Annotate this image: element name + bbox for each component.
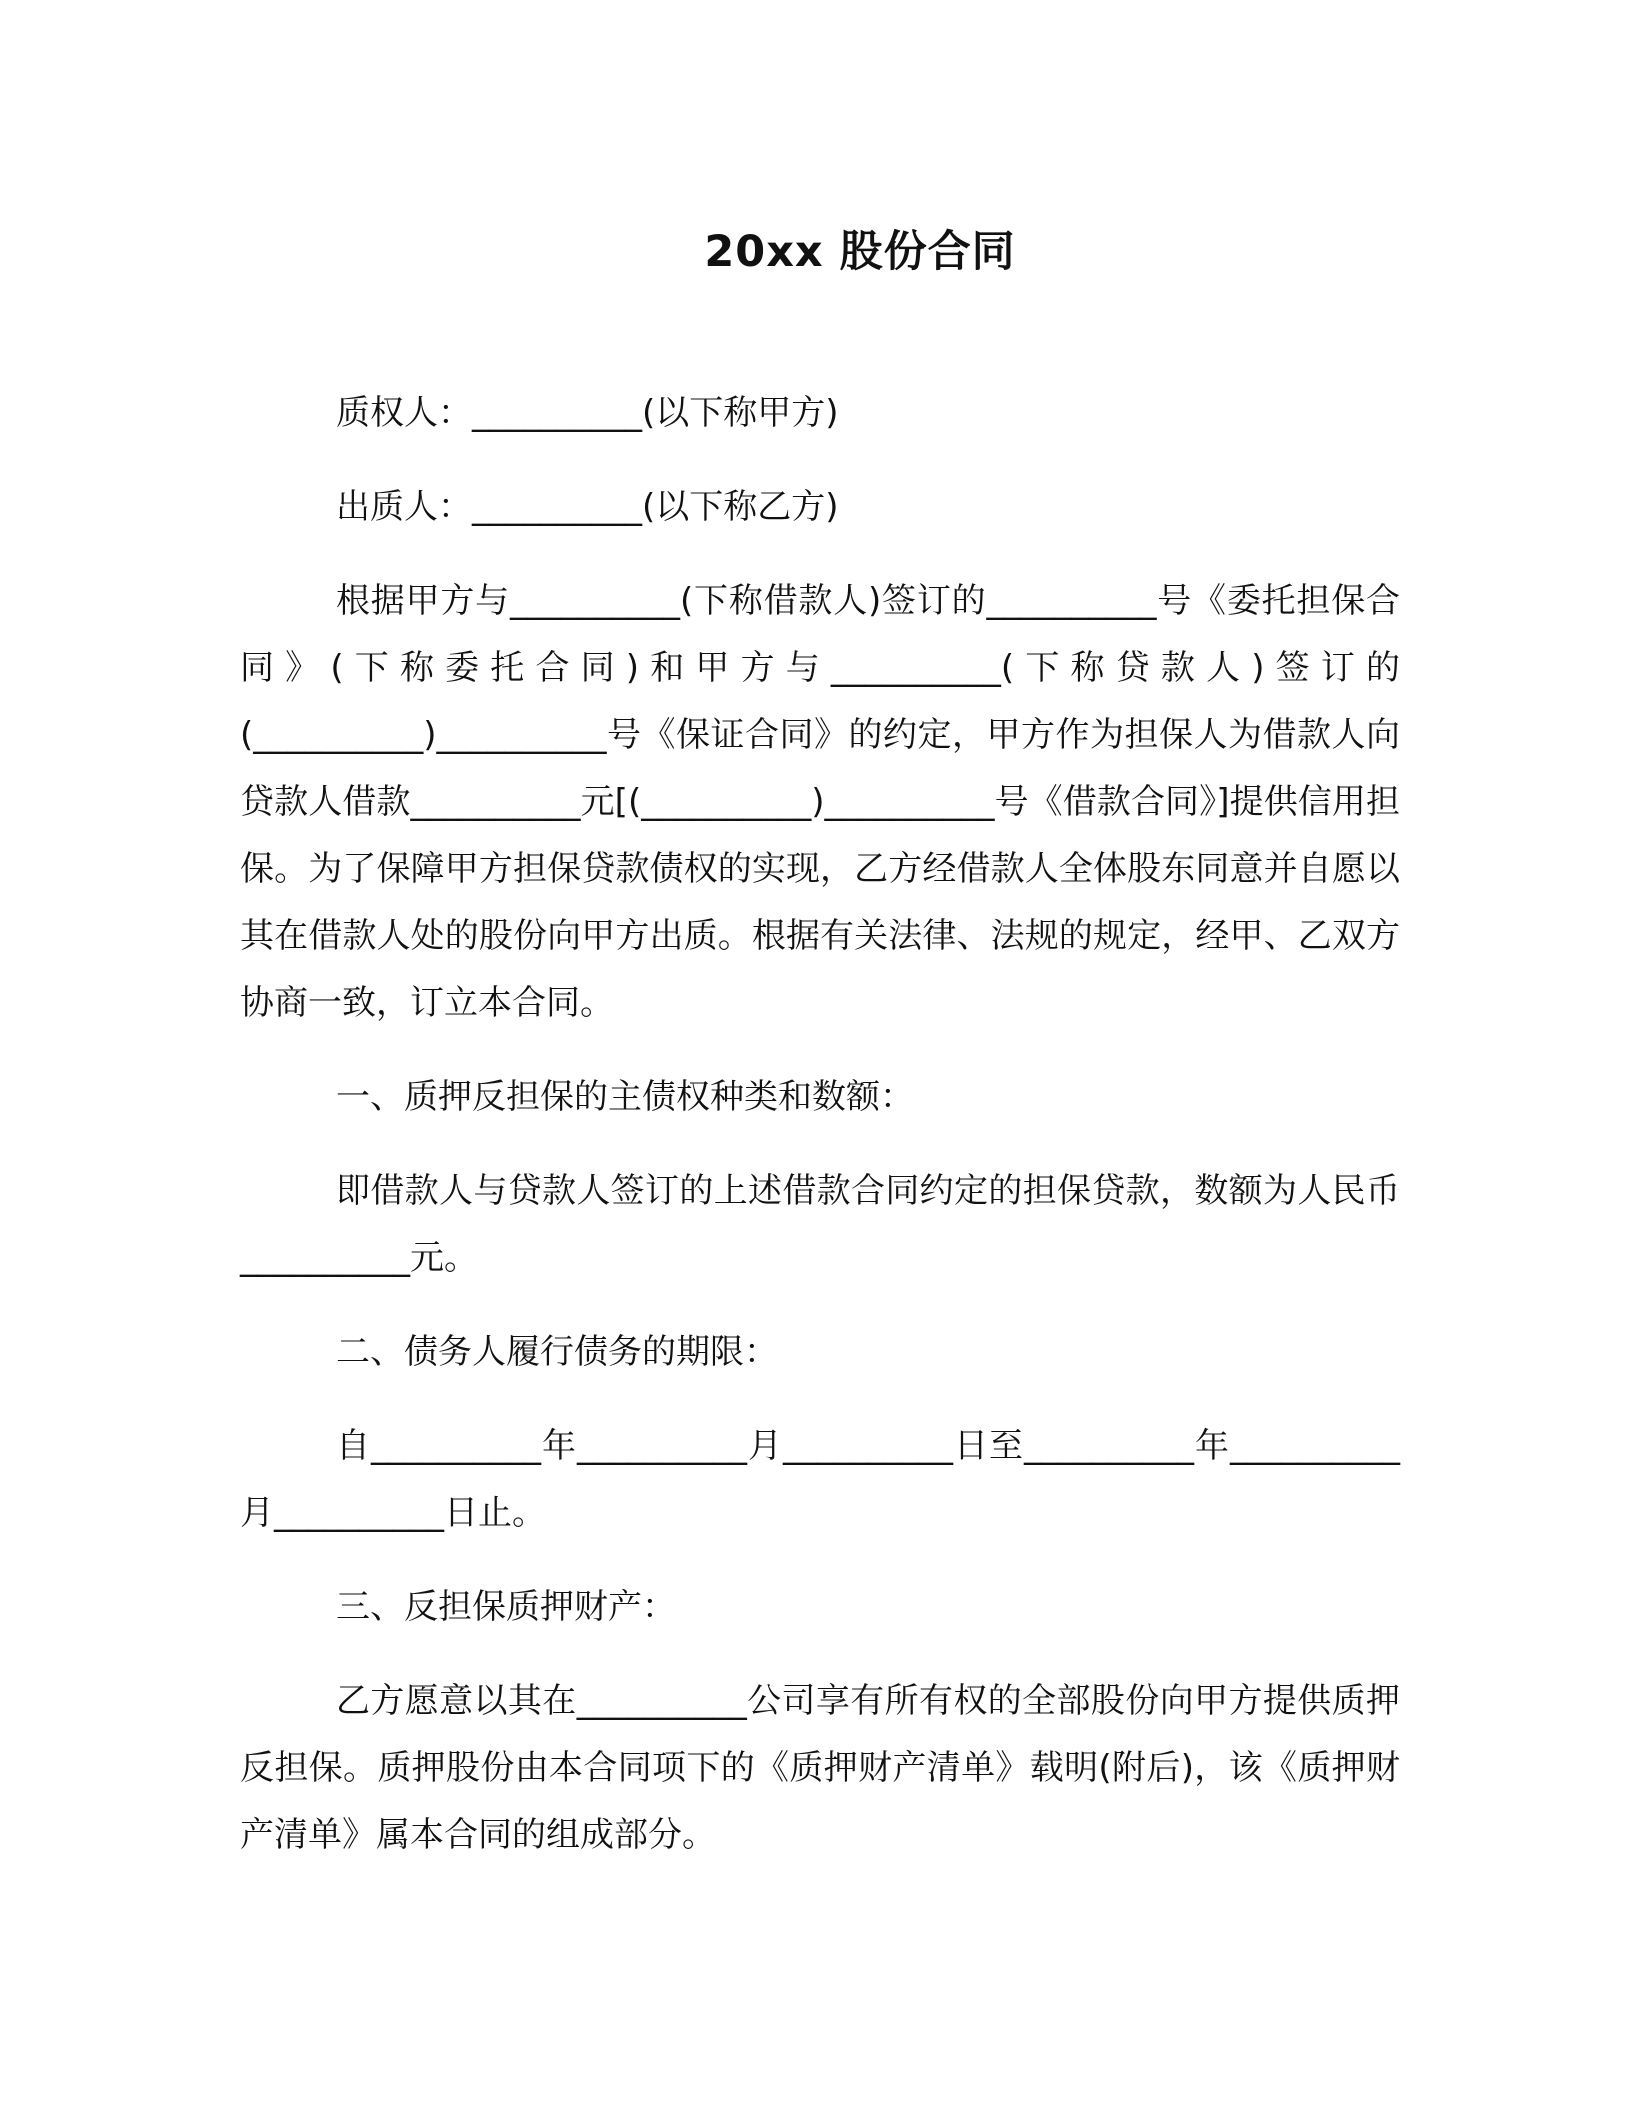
section-3-heading: 三、反担保质押财产： (336, 1587, 676, 1627)
preamble-paragraph: 根据甲方与__________(下称借款人)签订的__________号《委托担保合同》(下称委托合同)和甲方与__________(下称贷款人)签订的(__________)__________号《保证合同》的约定，甲方作为担保人为借款人向贷款人借款__________元[(__________)__________号《借款合同》]提供信用担保。为了保障甲方担保贷款债权的实现，乙方经借款人全体股东同意并自愿以其在借款人处的股份向甲方出质。根据有关法律、法规的规定，经甲、乙双方协商一致，订立本合同。 (240, 581, 1400, 1023)
section-1-heading: 一、质押反担保的主债权种类和数额： (336, 1077, 914, 1117)
section-1-paragraph: 即借款人与贷款人签订的上述借款合同约定的担保贷款，数额为人民币__________元。 (240, 1171, 1400, 1278)
section-2-heading: 二、债务人履行债务的期限： (336, 1332, 778, 1372)
document-title: 20xx 股份合同 (704, 227, 1016, 277)
section-2-paragraph: 自__________年__________月__________日至__________年__________月__________日止。 (240, 1426, 1400, 1533)
section-3-paragraph: 乙方愿意以其在__________公司享有所有权的全部股份向甲方提供质押反担保。质押股份由本合同项下的《质押财产清单》载明(附后)，该《质押财产清单》属本合同的组成部分。 (240, 1681, 1400, 1855)
pledgor-line: 出质人：__________(以下称乙方) (336, 487, 839, 527)
pledgee-line: 质权人：__________(以下称甲方) (336, 393, 839, 433)
document-body (240, 380, 1400, 1896)
